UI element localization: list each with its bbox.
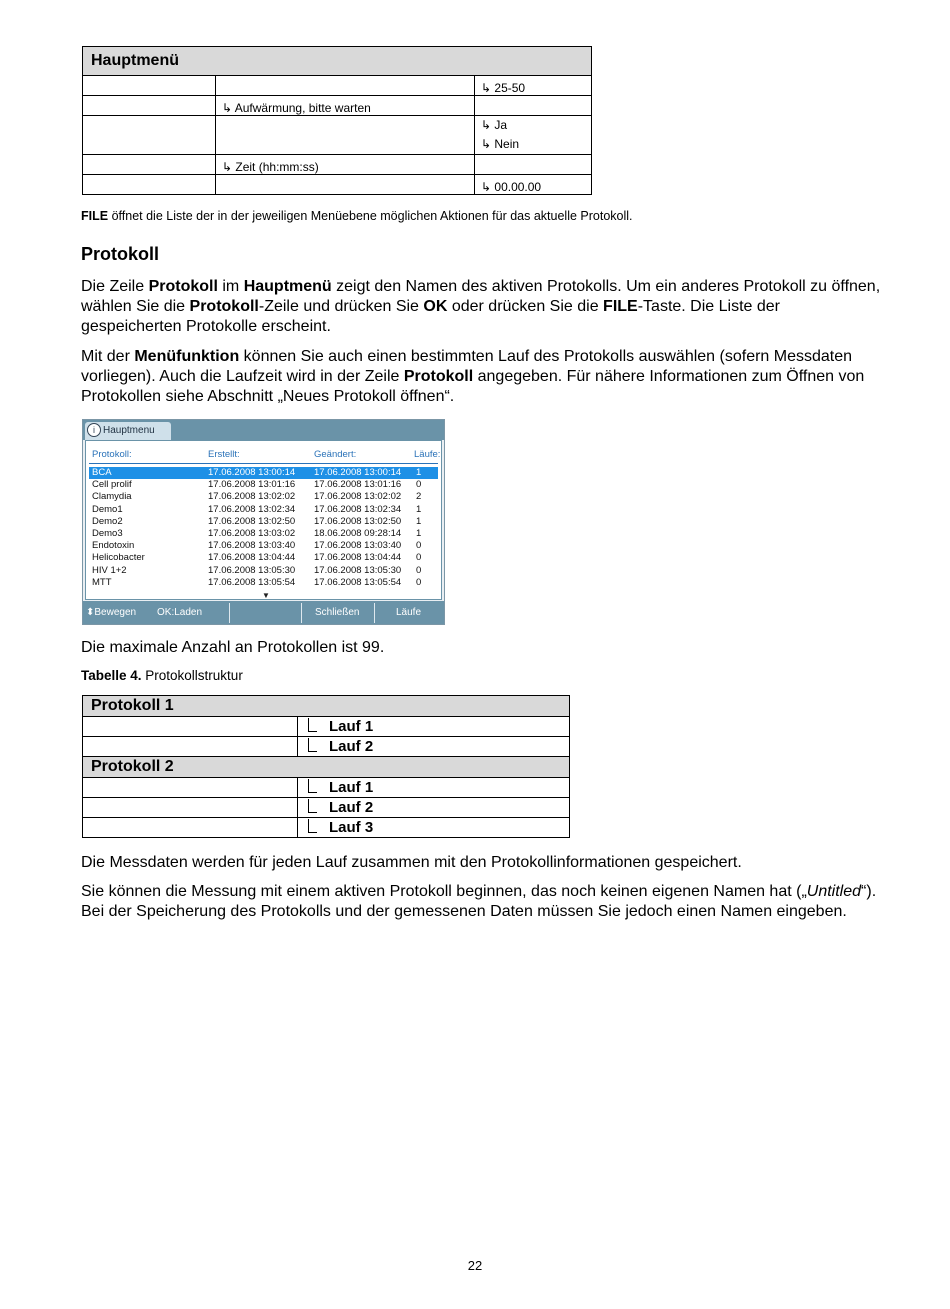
protocol-runs-cell: 2 bbox=[416, 491, 422, 503]
protocol-created-cell: 17.06.2008 13:05:30 bbox=[208, 564, 296, 576]
paragraph-measurement-data: Die Messdaten werden für jeden Lauf zusammen mit den Protokollinformationen gespeichert. bbox=[81, 854, 742, 871]
tree-elbow-icon bbox=[308, 779, 317, 793]
bold-text: FILE bbox=[603, 298, 638, 315]
run-label: Lauf 2 bbox=[329, 738, 374, 755]
protocol-runs-cell: 0 bbox=[416, 552, 422, 564]
protocol-created-cell: 17.06.2008 13:00:14 bbox=[208, 467, 296, 478]
menu-cell bbox=[83, 155, 216, 175]
protocol-modified-cell: 17.06.2008 13:05:30 bbox=[314, 564, 402, 576]
menu-option: ↳ Ja bbox=[481, 118, 508, 132]
column-header-created: Erstellt: bbox=[208, 449, 240, 460]
menu-cell bbox=[83, 96, 216, 116]
text: können Sie auch einen bestimmten Lauf des Protokolls auswählen (sofern Messdaten vorliegen). Auch die Laufzeit wird in der Zeile bbox=[81, 348, 853, 385]
protocol-name-cell: MTT bbox=[92, 576, 112, 588]
menu-cell bbox=[475, 116, 592, 155]
struct-cell bbox=[83, 717, 298, 737]
text: Die Zeile bbox=[81, 278, 149, 295]
column-header-modified: Geändert: bbox=[314, 449, 357, 460]
move-button-label: Bewegen bbox=[94, 607, 137, 618]
close-button[interactable]: Schließen bbox=[315, 607, 360, 618]
menu-cell bbox=[83, 116, 216, 155]
protocol-structure-table bbox=[82, 695, 570, 838]
protocol-name-cell: Demo2 bbox=[92, 515, 123, 527]
protocol-created-cell: 17.06.2008 13:04:44 bbox=[208, 552, 296, 564]
protocol-runs-cell: 0 bbox=[416, 540, 422, 552]
caption-text: Protokollstruktur bbox=[141, 668, 243, 683]
protocol-list-row[interactable] bbox=[89, 479, 438, 491]
main-menu-table-title: Hauptmenü bbox=[83, 47, 592, 76]
text: oder drücken Sie die bbox=[447, 298, 604, 315]
run-label: Lauf 1 bbox=[329, 718, 374, 735]
protocol-runs-cell: 0 bbox=[416, 479, 422, 491]
menu-cell bbox=[216, 116, 475, 155]
protocol-list-row[interactable] bbox=[89, 467, 438, 479]
bold-text: Hauptmenü bbox=[243, 278, 332, 295]
protocol-runs-cell: 1 bbox=[416, 467, 422, 478]
protocol-runs-cell: 1 bbox=[416, 515, 422, 527]
protocol-name-cell: Cell prolif bbox=[92, 479, 132, 491]
menu-cell bbox=[83, 76, 216, 96]
text: -Taste. Die Liste der gespeicherten Protokolle erscheint. bbox=[81, 298, 780, 335]
screen-tab-label: Hauptmenu bbox=[103, 425, 155, 436]
menu-cell: ↳ Aufwärmung, bitte warten bbox=[216, 96, 475, 116]
protocol-name-cell: BCA bbox=[92, 467, 112, 478]
protocol-name-cell: Demo1 bbox=[92, 503, 123, 515]
button-separator bbox=[301, 603, 302, 623]
column-header-protocol: Protokoll: bbox=[92, 449, 132, 460]
scroll-down-icon[interactable]: ▼ bbox=[262, 591, 270, 600]
bold-text: Protokoll bbox=[403, 368, 474, 385]
struct-cell bbox=[83, 798, 298, 818]
bold-text: Menüfunktion bbox=[134, 348, 240, 365]
button-separator bbox=[229, 603, 230, 623]
paragraph-max-protocols: Die maximale Anzahl an Protokollen ist 99. bbox=[81, 639, 385, 656]
protocol-created-cell: 17.06.2008 13:02:34 bbox=[208, 503, 296, 515]
tree-elbow-icon bbox=[308, 738, 317, 752]
menu-cell bbox=[216, 76, 475, 96]
tree-elbow-icon bbox=[308, 799, 317, 813]
device-logo-icon: i bbox=[87, 423, 101, 437]
runs-button[interactable]: Läufe bbox=[396, 607, 422, 618]
up-down-arrows-icon: ⬍ bbox=[86, 607, 95, 618]
menu-cell: ↳ 00.00.00 bbox=[475, 175, 592, 195]
column-header-runs: Läufe: bbox=[414, 449, 441, 460]
protocol-list-row[interactable] bbox=[89, 528, 438, 540]
protocol-list-row[interactable] bbox=[89, 577, 438, 589]
text: -Zeile und drücken Sie bbox=[258, 298, 424, 315]
menu-cell bbox=[83, 175, 216, 195]
text: angegeben. Für nähere Informationen zum Öffnen von Protokollen siehe Abschnitt „Neues Protokoll öffnen“. bbox=[81, 368, 865, 405]
bold-text: OK bbox=[423, 298, 448, 315]
bold-text: Protokoll bbox=[148, 278, 218, 295]
table-caption bbox=[81, 668, 243, 683]
protocol-list-row[interactable] bbox=[89, 516, 438, 528]
button-separator bbox=[374, 603, 375, 623]
page-number: 22 bbox=[467, 1258, 483, 1273]
run-cell bbox=[298, 778, 570, 798]
protocol-list-row[interactable] bbox=[89, 565, 438, 577]
menu-cell: ↳ Zeit (hh:mm:ss) bbox=[216, 155, 475, 175]
protocol-list-row[interactable] bbox=[89, 504, 438, 516]
protocol-modified-cell: 17.06.2008 13:02:34 bbox=[314, 503, 402, 515]
protocol-runs-cell: 0 bbox=[416, 564, 422, 576]
protocol-list-screen bbox=[82, 419, 445, 625]
file-note bbox=[81, 209, 633, 223]
protocol-modified-cell: 17.06.2008 13:02:02 bbox=[314, 491, 402, 503]
struct-cell bbox=[83, 737, 298, 757]
protocol-modified-cell: 17.06.2008 13:00:14 bbox=[314, 467, 402, 478]
file-note-key: FILE bbox=[81, 209, 109, 223]
run-cell bbox=[298, 818, 570, 838]
protocol-list-panel bbox=[85, 440, 442, 600]
menu-cell bbox=[475, 96, 592, 116]
protocol-created-cell: 17.06.2008 13:03:40 bbox=[208, 540, 296, 552]
text: “). Bei der Speicherung des Protokolls und der gemessenen Daten müssen Sie jedoch einen Namen eingeben. bbox=[81, 883, 877, 920]
protocol-created-cell: 17.06.2008 13:01:16 bbox=[208, 479, 296, 491]
section-title: Protokoll bbox=[81, 244, 160, 264]
run-cell bbox=[298, 798, 570, 818]
text: Sie können die Messung mit einem aktiven Protokoll beginnen, das noch keinen eigenen Namen hat („ bbox=[81, 883, 807, 900]
protocol-name-cell: Helicobacter bbox=[92, 552, 145, 564]
protocol-name-cell: Endotoxin bbox=[92, 540, 135, 552]
protocol-modified-cell: 17.06.2008 13:03:40 bbox=[314, 540, 402, 552]
text: im bbox=[217, 278, 244, 295]
protocol-created-cell: 17.06.2008 13:05:54 bbox=[208, 576, 296, 588]
menu-option: ↳ Nein bbox=[481, 137, 520, 151]
caption-label: Tabelle 4. bbox=[81, 668, 142, 683]
italic-text: Untitled bbox=[806, 883, 862, 900]
protocol-list-row[interactable] bbox=[89, 540, 438, 552]
move-button[interactable] bbox=[86, 601, 136, 625]
tree-elbow-icon bbox=[308, 718, 317, 732]
protocol-created-cell: 17.06.2008 13:03:02 bbox=[208, 528, 296, 539]
run-cell bbox=[298, 737, 570, 757]
text: Mit der bbox=[81, 348, 135, 365]
protocol-list-row[interactable] bbox=[89, 552, 438, 564]
menu-cell: ↳ 25-50 bbox=[475, 76, 592, 96]
tree-elbow-icon bbox=[308, 819, 317, 833]
protocol-modified-cell: 17.06.2008 13:02:50 bbox=[314, 515, 402, 527]
run-cell bbox=[298, 717, 570, 737]
protocol-runs-cell: 1 bbox=[416, 503, 422, 515]
run-label: Lauf 1 bbox=[329, 779, 374, 796]
run-label: Lauf 3 bbox=[329, 819, 374, 836]
protocol-created-cell: 17.06.2008 13:02:50 bbox=[208, 515, 296, 527]
paragraph-menu-function bbox=[81, 347, 881, 407]
paragraph-untitled bbox=[81, 882, 881, 922]
protocol-modified-cell: 18.06.2008 09:28:14 bbox=[314, 528, 402, 539]
protocol-modified-cell: 17.06.2008 13:05:54 bbox=[314, 576, 402, 588]
protocol-name-cell: Demo3 bbox=[92, 528, 123, 539]
protocol-runs-cell: 1 bbox=[416, 528, 422, 539]
struct-cell bbox=[83, 818, 298, 838]
bold-text: Protokoll bbox=[189, 298, 259, 315]
main-menu-table bbox=[82, 46, 592, 195]
struct-cell bbox=[83, 778, 298, 798]
menu-cell bbox=[475, 155, 592, 175]
protocol-name-cell: Clamydia bbox=[92, 491, 132, 503]
menu-cell bbox=[216, 175, 475, 195]
protocol-modified-cell: 17.06.2008 13:04:44 bbox=[314, 552, 402, 564]
screen-button-bar bbox=[83, 601, 444, 625]
text: zeigt den Namen des aktiven Protokolls. Um ein anderes Protokoll zu öffnen, wählen Sie die bbox=[81, 278, 881, 315]
protocol-list-row[interactable] bbox=[89, 491, 438, 503]
protocol-modified-cell: 17.06.2008 13:01:16 bbox=[314, 479, 402, 491]
header-divider bbox=[89, 463, 438, 464]
protocol-group-title: Protokoll 2 bbox=[83, 757, 570, 778]
protocol-runs-cell: 0 bbox=[416, 576, 422, 588]
protocol-group-title: Protokoll 1 bbox=[83, 696, 570, 717]
protocol-created-cell: 17.06.2008 13:02:02 bbox=[208, 491, 296, 503]
load-button[interactable]: OK:Laden bbox=[157, 607, 203, 618]
protocol-name-cell: HIV 1+2 bbox=[92, 564, 127, 576]
run-label: Lauf 2 bbox=[329, 799, 374, 816]
file-note-text: öffnet die Liste der in der jeweiligen Menüebene möglichen Aktionen für das aktuelle Protokoll. bbox=[108, 209, 633, 223]
paragraph-protokoll-line bbox=[81, 277, 881, 337]
